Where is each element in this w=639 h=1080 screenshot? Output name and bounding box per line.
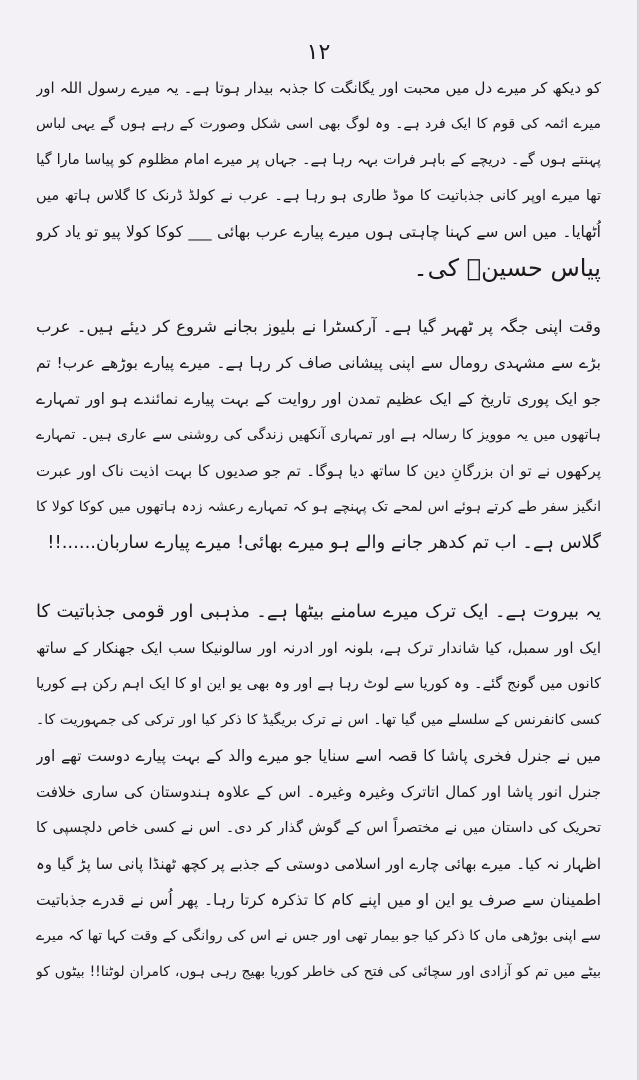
text-line: گلاس ہے۔ اب تم کدھر جانے والے ہو میرے بھائی! میرے پیارے ساربان......!! — [47, 532, 601, 553]
text-line: بڑے سے مشہدی رومال سے اپنی پیشانی صاف کر رہا ہے۔ میرے پیارے بوڑھے عرب! تم — [36, 354, 601, 372]
text-line: تحریک کی داستان میں نے مختصراً اس کے گوش گذار کر دی۔ اس نے کسی خاص دلچسپی کا — [36, 820, 601, 836]
text-line: کو دیکھ کر میرے دل میں محبت اور یگانگت کا جذبہ بیدار ہوتا ہے۔ یہ میرے رسول اللہ اور — [36, 79, 601, 97]
text-line: میں نے جنرل فخری پاشا کا قصہ اسے سنایا جو میرے والد کے بہت پیارے دوست تھے اور — [36, 747, 601, 765]
text-line: جنرل انور پاشا اور کمال اتاترک وغیرہ وغیرہ۔ اس کے علاوہ ہندوستان کی ساری خلافت — [36, 783, 601, 801]
text-line: یہ بیروت ہے۔ ایک ترک میرے سامنے بیٹھا ہے۔ مذہبی اور قومی جذباتیت کا — [36, 601, 601, 622]
paragraph-1 — [36, 70, 601, 286]
text-line: پہنتے ہوں گے۔ دریچے کے باہر فرات بہہ رہا ہے۔ جہاں پر میرے امام مظلوم کو پیاسا مارا گیا — [36, 152, 601, 168]
text-line: بیٹے میں تم کو آزادی اور سچائی کی فتح کی خاطر کوریا بھیج رہی ہوں، کامران لوٹنا!! بیٹوں کو — [36, 964, 601, 980]
text-line: سے اپنی بوڑھی ماں کا ذکر کیا جو بیمار تھی اور جس نے اس کی روانگی کے وقت کہا تھا کہ میرے — [36, 928, 601, 944]
text-line: پیاس حسینؑ کی۔ — [413, 254, 601, 282]
text-line: انگیز سفر طے کرتے ہوئے اس لمحے تک پہنچے ہو کہ تمہارے رعشہ زدہ ہاتھوں میں کوکا کولا کا — [36, 499, 601, 515]
text-line: جو ایک پوری تاریخ کے ایک عظیم تمدن اور روایت کے بہت پیارے نمائندے ہو اور تمہارے — [36, 390, 601, 408]
text-line: کانوں میں گونج گئے۔ وہ کوریا سے لوٹ رہا ہے اور وہ بھی یو این او کا ایک اہم رکن ہے کوریا — [36, 676, 601, 692]
text-line: ایک اور سمبل، کیا شاندار ترک ہے، بلونہ اور ادرنہ اور سالونیکا سب ایک جھنکار کے ساتھ — [36, 639, 601, 657]
text-line: ہاتھوں میں یہ موویز کا رسالہ ہے اور تمہاری آنکھیں زندگی کی روشنی سے عاری ہیں۔ تمہارے — [36, 427, 601, 443]
text-line: پرکھوں نے تو ان بزرگانِ دین کا ساتھ دیا ہوگا۔ تم جو صدیوں کا بہت اذیت ناک اور عبرت — [36, 462, 601, 480]
paragraph-2 — [36, 309, 601, 561]
text-line: میرے ائمہ کی قوم کا ایک فرد ہے۔ وہ لوگ بھی اسی شکل وصورت کے رہے ہوں گے یہی لباس — [36, 116, 601, 132]
text-line: اطمینان سے صرف یو این او میں اپنے کام کا تذکرہ کرتا رہا۔ پھر اُس نے قدرے جذباتیت — [36, 891, 601, 909]
text-line: اُٹھایا۔ میں اس سے کہنا چاہتی ہوں میرے پیارے عرب بھائی ___ کوکا کولا پیو تو یاد کرو — [36, 223, 601, 241]
page-text — [36, 70, 601, 990]
paragraph-3 — [36, 594, 601, 990]
text-line: اظہار نہ کیا۔ میرے بھائی چارے اور اسلامی دوستی کے جذبے پر کچھ ٹھنڈا پانی سا پڑ گیا وہ — [36, 855, 601, 873]
page-number: ۱۲ — [306, 40, 331, 65]
text-line: کسی کانفرنس کے سلسلے میں گیا تھا۔ اس نے ترک بریگیڈ کا ذکر کیا اور ترکی کی جمہوریت کا۔ — [36, 712, 601, 728]
text-line: وقت اپنی جگہ پر ٹھہر گیا ہے۔ آرکسٹرا نے بلیوز بجانے شروع کر دیئے ہیں۔ عرب — [36, 317, 601, 336]
text-line: تھا میرے اوپر کانی جذباتیت کا موڈ طاری ہو رہا ہے۔ عرب نے کولڈ ڈرنک کا گلاس ہاتھ میں — [36, 188, 601, 204]
